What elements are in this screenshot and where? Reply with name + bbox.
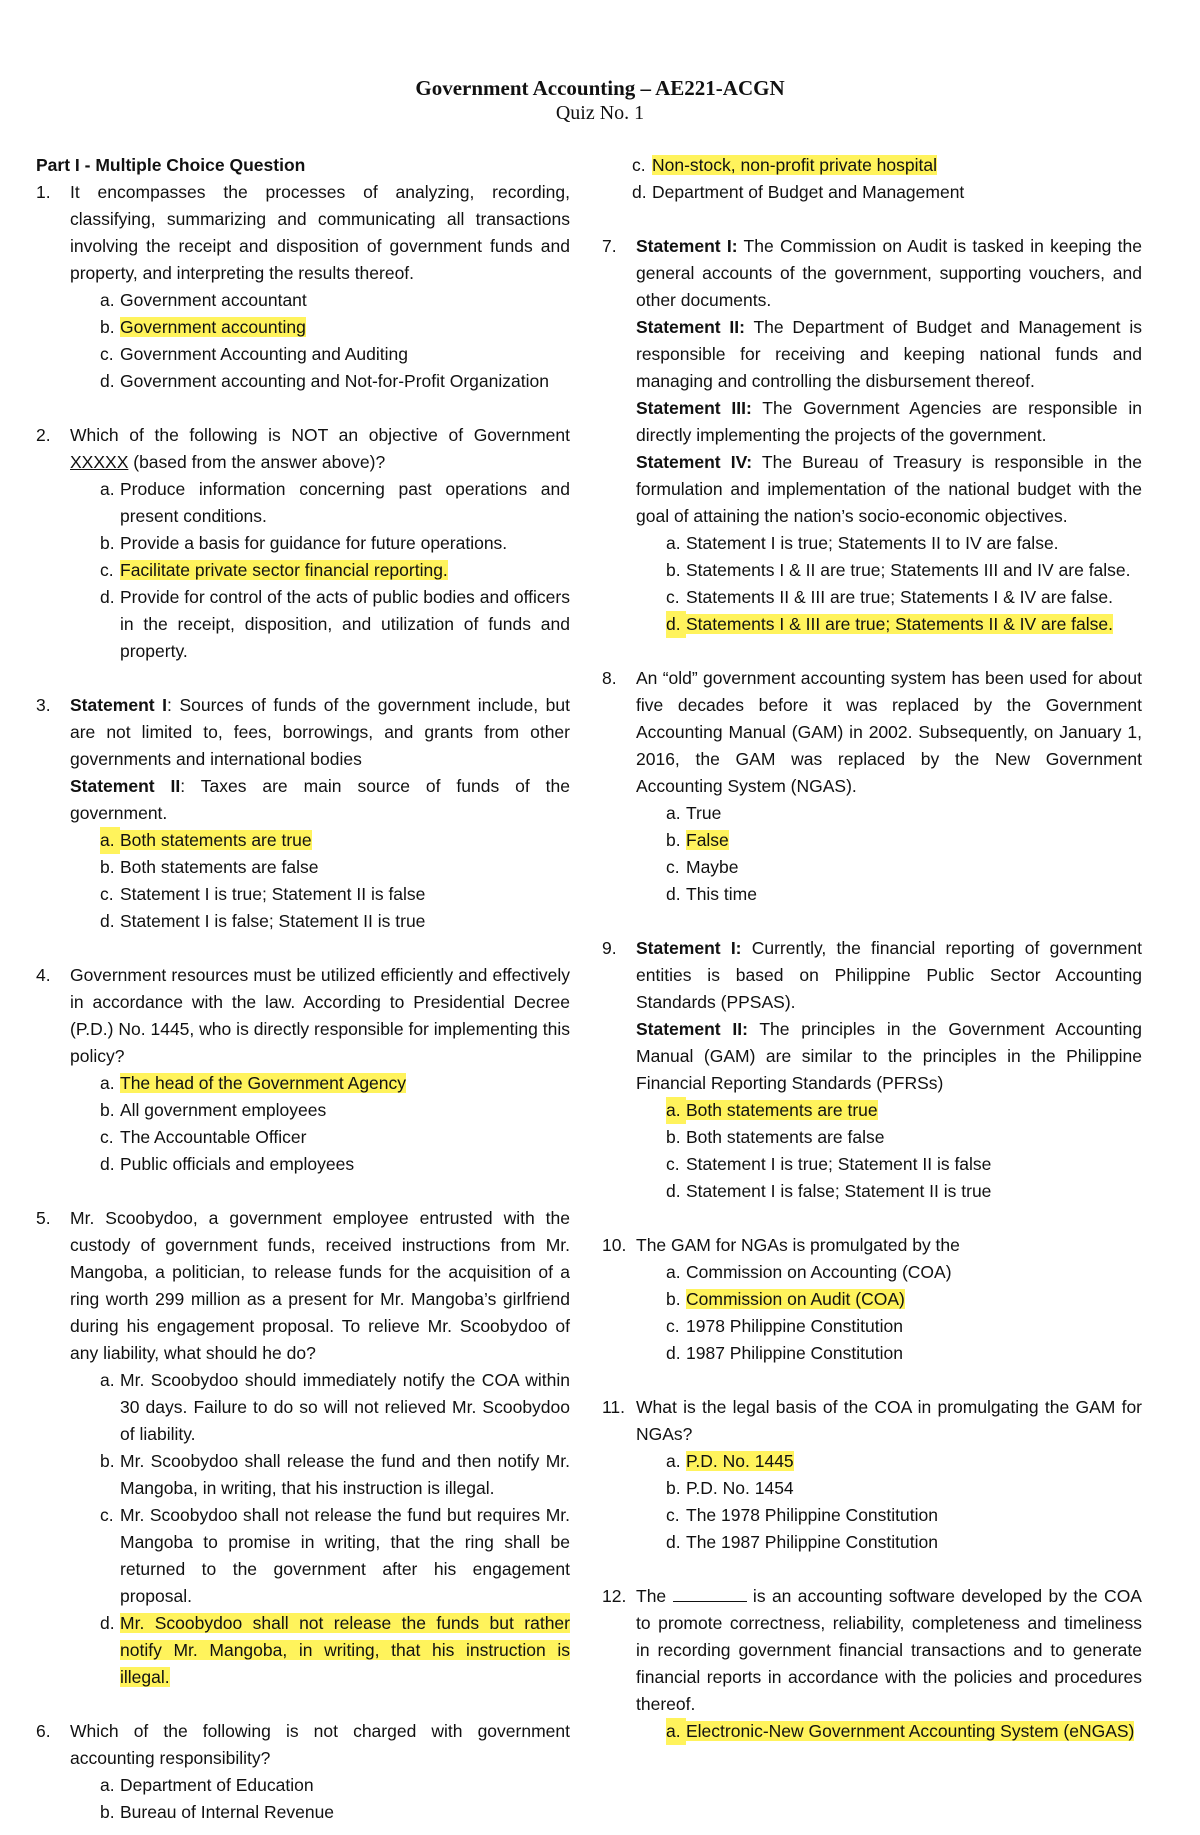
option-a[interactable]: a. Commission on Accounting (COA) [666,1262,952,1282]
option-list [636,530,1142,638]
question-4 [36,962,570,1178]
question-number: 12. [602,1586,627,1606]
question-7 [602,233,1142,638]
statement-2: Statement II: The principles in the Government Accounting Manual (GAM) are similar to the principles in the Philippine Financial Reporting Standards (PFRSs) [636,1019,1142,1093]
answer-highlight: Electronic-New Government Accounting System (eNGAS) [686,1721,1135,1741]
answer-highlight: Statements I & III are true; Statements II & IV are false. [686,614,1113,634]
question-2 [36,422,570,665]
option-c[interactable]: c. Government Accounting and Auditing [100,344,408,364]
question-stem: It encompasses the processes of analyzing, recording, classifying, summarizing and communicating all transactions involving the receipt and disposition of government funds and property, and interpreting the results thereof. [70,182,570,283]
question-6 [36,1718,570,1826]
option-b[interactable]: b. Both statements are false [100,857,319,877]
document-subtitle: Quiz No. 1 [555,102,645,124]
option-a[interactable]: a. Both statements are true [100,827,570,854]
option-list [70,1070,570,1178]
question-stem: Which of the following is NOT an objective of Government XXXXX (based from the answer above)? [70,425,570,472]
answer-highlight: Government accounting [120,317,306,337]
question-12 [602,1583,1142,1745]
option-a[interactable]: a. Both statements are true [666,1097,1142,1124]
statement-1: Statement I: Sources of funds of the government include, but are not limited to, fees, borrowings, and grants from other governments and international bodies [70,695,570,769]
question-11 [602,1394,1142,1556]
answer-highlight: Commission on Audit (COA) [686,1289,905,1309]
option-b[interactable]: b. All government employees [100,1100,327,1120]
option-a[interactable]: a. Mr. Scoobydoo should immediately notify the COA within 30 days. Failure to do so will not relieved Mr. Scoobydoo of liability. [100,1370,570,1444]
option-b[interactable]: b. Statements I & II are true; Statements III and IV are false. [666,560,1131,580]
option-c[interactable]: c. The Accountable Officer [100,1127,307,1147]
answer-highlight: The head of the Government Agency [120,1073,407,1093]
option-list [70,1772,570,1826]
option-c[interactable]: c. Mr. Scoobydoo shall not release the fund but requires Mr. Mangoba to promise in writing, that the ring shall be returned to the government after his engagement proposal. [100,1505,570,1606]
question-number: 2. [36,425,51,445]
option-d[interactable]: d. This time [666,884,757,904]
statement-4: Statement IV: The Bureau of Treasury is responsible in the formulation and implementation of the national budget with the goal of attaining the nation’s socio-economic objectives. [636,452,1142,526]
question-number: 5. [36,1208,51,1228]
option-a[interactable]: a. Produce information concerning past operations and present conditions. [100,479,570,526]
option-d[interactable]: d. Statement I is false; Statement II is true [100,911,426,931]
option-c[interactable]: c. Maybe [666,857,739,877]
option-list [636,800,1142,908]
option-list [70,827,570,935]
question-8 [602,665,1142,908]
question-number: 4. [36,965,51,985]
option-b[interactable]: b. Mr. Scoobydoo shall release the fund and then notify Mr. Mangoba, in writing, that his instruction is illegal. [100,1451,570,1498]
option-b[interactable]: b. Provide a basis for guidance for future operations. [100,533,508,553]
option-list [70,476,570,665]
question-stem: The is an accounting software developed by the COA to promote correctness, reliability, completeness and timeliness in recording government financial transactions and to generate financial reports in accordance with the policies and procedures thereof. [636,1586,1142,1714]
answer-highlight: Facilitate private sector financial reporting. [120,560,448,580]
option-list [70,1367,570,1691]
statement-2: Statement II: The Department of Budget and Management is responsible for receiving and keeping national funds and managing and controlling the disbursement thereof. [636,317,1142,391]
option-c[interactable]: c. Non-stock, non-profit private hospital [632,155,937,175]
option-d[interactable]: d. The 1987 Philippine Constitution [666,1532,938,1552]
option-list [636,1448,1142,1556]
section-heading: Part I - Multiple Choice Question [36,155,306,175]
question-stem: Which of the following is not charged with government accounting responsibility? [70,1721,570,1768]
option-d[interactable]: d. 1987 Philippine Constitution [666,1343,903,1363]
question-stem: The GAM for NGAs is promulgated by the [636,1235,960,1255]
question-number: 6. [36,1721,51,1741]
fill-in-blank [673,1584,747,1602]
question-number: 3. [36,695,51,715]
answer-highlight: Non-stock, non-profit private hospital [652,155,937,175]
left-column [36,152,570,1826]
option-b[interactable]: b. Commission on Audit (COA) [666,1289,905,1309]
option-c[interactable]: c. The 1978 Philippine Constitution [666,1505,938,1525]
question-stem: Government resources must be utilized efficiently and effectively in accordance with the law. According to Presidential Decree (P.D.) No. 1445, who is directly responsible for implementing this policy? [70,965,570,1066]
question-number: 7. [602,236,617,256]
option-b[interactable]: b. Government accounting [100,317,306,337]
option-b[interactable]: b. P.D. No. 1454 [666,1478,794,1498]
question-3 [36,692,570,935]
question-number: 10. [602,1235,627,1255]
statement-2: Statement II: Taxes are main source of funds of the government. [70,776,570,823]
option-a[interactable]: a. Department of Education [100,1775,314,1795]
option-c[interactable]: c. Statement I is true; Statement II is false [100,884,426,904]
option-a[interactable]: a. True [666,803,722,823]
option-a[interactable]: a. Electronic-New Government Accounting System (eNGAS) [666,1718,1142,1745]
option-c[interactable]: c. Facilitate private sector financial reporting. [100,560,448,580]
answer-highlight: P.D. No. 1445 [686,1451,794,1471]
option-a[interactable]: a. P.D. No. 1445 [666,1451,794,1471]
option-a[interactable]: a. The head of the Government Agency [100,1073,407,1093]
answer-highlight: Both statements are true [120,830,312,850]
statement-1: Statement I: Currently, the financial reporting of government entities is based on Philippine Public Sector Accounting Standards (PPSAS). [636,938,1142,1012]
option-c[interactable]: c. Statement I is true; Statement II is false [666,1154,992,1174]
question-stem: An “old” government accounting system has been used for about five decades before it was replaced by the Government Accounting Manual (GAM) in 2002. Subsequently, on January 1, 2016, the GAM was replaced by the New Government Accounting System (NGAS). [636,668,1142,796]
question-number: 8. [602,668,617,688]
question-5 [36,1205,570,1691]
option-d[interactable]: d. Government accounting and Not-for-Profit Organization [100,371,549,391]
answer-highlight: Both statements are true [686,1100,878,1120]
question-stem: Mr. Scoobydoo, a government employee entrusted with the custody of government funds, received instructions from Mr. Mangoba, a politician, to release funds for the acquisition of a ring worth 299 million as a present for Mr. Mangoba’s girlfriend during his engagement proposal. To relieve Mr. Scoobydoo of any liability, what should he do? [70,1208,570,1363]
question-number: 11. [602,1397,626,1417]
option-list [636,1259,1142,1367]
document-title: Government Accounting – AE221-ACGN [415,76,785,100]
statement-1: Statement I: The Commission on Audit is tasked in keeping the general accounts of the government, supporting vouchers, and other documents. [636,236,1143,310]
question-10 [602,1232,1142,1367]
option-list [636,1097,1142,1205]
right-column [602,152,1142,1745]
option-d[interactable]: d. Statements I & III are true; Statements II & IV are false. [666,611,1142,638]
option-d[interactable]: d. Public officials and employees [100,1154,355,1174]
option-d[interactable]: d. Department of Budget and Management [632,182,965,202]
question-6-continued [602,152,1142,206]
option-a[interactable]: a. Government accountant [100,290,307,310]
question-number: 1. [36,182,51,202]
option-b[interactable]: b. Both statements are false [666,1127,885,1147]
option-b[interactable]: b. Bureau of Internal Revenue [100,1802,335,1822]
answer-highlight: False [686,830,729,850]
question-1 [36,179,570,395]
option-c[interactable]: c. Statements II & III are true; Statements I & IV are false. [666,587,1113,607]
statement-3: Statement III: The Government Agencies are responsible in directly implementing the projects of the government. [636,398,1142,445]
answer-highlight: Mr. Scoobydoo shall not release the funds but rather notify Mr. Mangoba, in writing, that his instruction is illegal. [120,1613,570,1687]
question-9 [602,935,1142,1205]
option-d[interactable]: d. Mr. Scoobydoo shall not release the funds but rather notify Mr. Mangoba, in writing, that his instruction is illegal. [100,1613,570,1687]
question-stem: What is the legal basis of the COA in promulgating the GAM for NGAs? [636,1397,1142,1444]
option-list [70,287,570,395]
option-d[interactable]: d. Statement I is false; Statement II is true [666,1181,992,1201]
option-a[interactable]: a. Statement I is true; Statements II to IV are false. [666,533,1059,553]
option-list [636,1718,1142,1745]
option-d[interactable]: d. Provide for control of the acts of public bodies and officers in the receipt, disposition, and utilization of funds and property. [100,587,570,661]
option-c[interactable]: c. 1978 Philippine Constitution [666,1316,903,1336]
question-number: 9. [602,938,617,958]
option-b[interactable]: b. False [666,830,729,850]
